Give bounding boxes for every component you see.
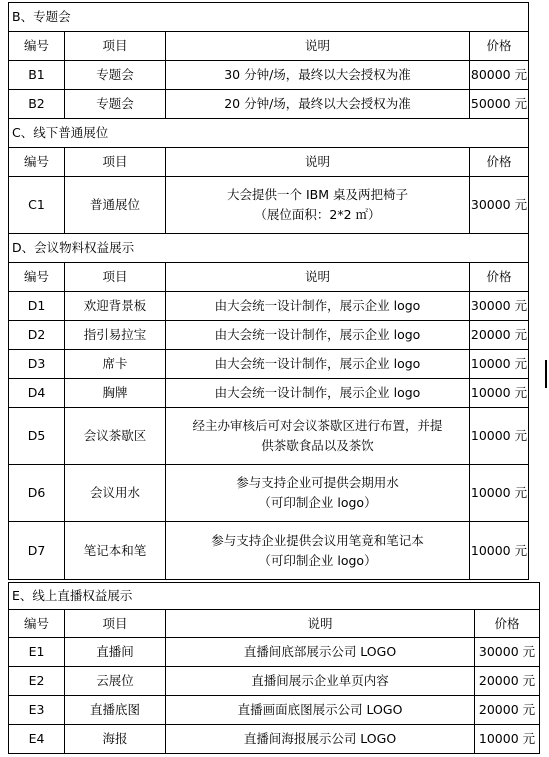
cell-price: 50000 元 <box>470 90 529 119</box>
cell-desc: 由大会统一设计制作，展示企业 logo <box>166 350 470 379</box>
table-row <box>9 90 529 119</box>
section-title-d: D、会议物料权益展示 <box>9 234 529 263</box>
cell-price: 20000 元 <box>475 696 540 725</box>
cell-no: D1 <box>9 292 65 321</box>
header-no: 编号 <box>9 148 65 177</box>
cell-item: 席卡 <box>65 350 166 379</box>
cell-desc: 20 分钟/场，最终以大会授权为准 <box>166 90 470 119</box>
cell-price: 10000 元 <box>470 350 529 379</box>
cell-item: 会议用水 <box>65 465 166 522</box>
table-row <box>9 379 529 408</box>
header-price: 价格 <box>470 148 529 177</box>
cell-item: 会议茶歇区 <box>65 408 166 465</box>
header-item: 项目 <box>65 263 166 292</box>
cell-desc: 由大会统一设计制作，展示企业 logo <box>166 321 470 350</box>
cell-desc-line: 大会提供一个 IBM 桌及两把椅子 <box>227 187 408 202</box>
table-row <box>9 638 540 667</box>
table-row <box>9 408 529 465</box>
cell-no: E3 <box>9 696 65 725</box>
table-row <box>9 350 529 379</box>
cell-item: 笔记本和笔 <box>65 522 166 580</box>
cell-item: 专题会 <box>65 90 166 119</box>
cell-item: 直播底图 <box>65 696 166 725</box>
cell-no: B2 <box>9 90 65 119</box>
cell-price: 30000 元 <box>470 292 529 321</box>
cell-desc <box>166 177 470 234</box>
cell-desc-line: （可印制企业 logo） <box>258 495 377 510</box>
table-row <box>9 321 529 350</box>
table-row <box>9 696 540 725</box>
cell-price: 10000 元 <box>470 522 529 580</box>
cell-item: 直播间 <box>65 638 166 667</box>
cell-item: 欢迎背景板 <box>65 292 166 321</box>
header-desc: 说明 <box>166 148 470 177</box>
header-item: 项目 <box>65 610 166 638</box>
cell-price: 20000 元 <box>475 667 540 696</box>
table-row <box>9 465 529 522</box>
cell-desc: 直播间底部展示公司 LOGO <box>166 638 475 667</box>
header-price: 价格 <box>470 263 529 292</box>
cell-item: 胸牌 <box>65 379 166 408</box>
table-row <box>9 61 529 90</box>
pricing-table-e <box>8 582 540 754</box>
section-title-c: C、线下普通展位 <box>9 119 529 148</box>
header-no: 编号 <box>9 32 65 61</box>
cell-price: 10000 元 <box>470 408 529 465</box>
header-item: 项目 <box>65 32 166 61</box>
header-price: 价格 <box>470 32 529 61</box>
cell-desc: 由大会统一设计制作，展示企业 logo <box>166 292 470 321</box>
cell-price: 30000 元 <box>470 177 529 234</box>
table-row <box>9 177 529 234</box>
cell-item: 专题会 <box>65 61 166 90</box>
cell-no: D5 <box>9 408 65 465</box>
cell-no: D6 <box>9 465 65 522</box>
header-desc: 说明 <box>166 32 470 61</box>
cell-no: D3 <box>9 350 65 379</box>
cell-price: 10000 元 <box>475 725 540 754</box>
cell-price: 20000 元 <box>470 321 529 350</box>
table-row <box>9 725 540 754</box>
section-title-e: E、线上直播权益展示 <box>9 583 540 610</box>
cell-desc: 直播间展示企业单页内容 <box>166 667 475 696</box>
cell-item: 指引易拉宝 <box>65 321 166 350</box>
cell-desc-line: （展位面积：2*2 ㎡） <box>254 207 381 222</box>
cell-desc-line: 供茶歇食品以及茶饮 <box>261 438 374 453</box>
cell-no: D7 <box>9 522 65 580</box>
cell-no: D4 <box>9 379 65 408</box>
header-no: 编号 <box>9 263 65 292</box>
cell-price: 80000 元 <box>470 61 529 90</box>
header-row <box>9 610 540 638</box>
cell-desc-line: 参与支持企业可提供会期用水 <box>236 475 399 490</box>
table-row <box>9 667 540 696</box>
pricing-table-bcd <box>8 2 529 580</box>
cell-no: E2 <box>9 667 65 696</box>
cell-desc: 直播间海报展示公司 LOGO <box>166 725 475 754</box>
header-desc: 说明 <box>166 263 470 292</box>
cell-price: 10000 元 <box>470 465 529 522</box>
cell-desc <box>166 522 470 580</box>
table-row <box>9 292 529 321</box>
cell-no: D2 <box>9 321 65 350</box>
cell-item: 云展位 <box>65 667 166 696</box>
cell-desc <box>166 408 470 465</box>
header-item: 项目 <box>65 148 166 177</box>
header-row <box>9 263 529 292</box>
cell-desc: 30 分钟/场，最终以大会授权为准 <box>166 61 470 90</box>
cell-no: C1 <box>9 177 65 234</box>
cell-desc-line: （可印制企业 logo） <box>258 552 377 568</box>
cell-no: B1 <box>9 61 65 90</box>
header-no: 编号 <box>9 610 65 638</box>
table-row <box>9 522 529 580</box>
cell-no: E1 <box>9 638 65 667</box>
cell-item: 海报 <box>65 725 166 754</box>
cell-desc: 直播画面底图展示公司 LOGO <box>166 696 475 725</box>
header-price: 价格 <box>475 610 540 638</box>
section-title-b: B、专题会 <box>9 3 529 32</box>
cell-price: 10000 元 <box>470 379 529 408</box>
cell-desc-line: 经主办审核后可对会议茶歇区进行布置，并提 <box>192 418 443 433</box>
cell-desc <box>166 465 470 522</box>
cell-desc: 由大会统一设计制作，展示企业 logo <box>166 379 470 408</box>
cell-item: 普通展位 <box>65 177 166 234</box>
header-desc: 说明 <box>166 610 475 638</box>
cell-desc-line: 参与支持企业提供会议用笔竟和笔记本 <box>211 532 424 548</box>
scroll-marker <box>545 360 547 388</box>
header-row <box>9 148 529 177</box>
header-row <box>9 32 529 61</box>
cell-price: 30000 元 <box>475 638 540 667</box>
cell-no: E4 <box>9 725 65 754</box>
